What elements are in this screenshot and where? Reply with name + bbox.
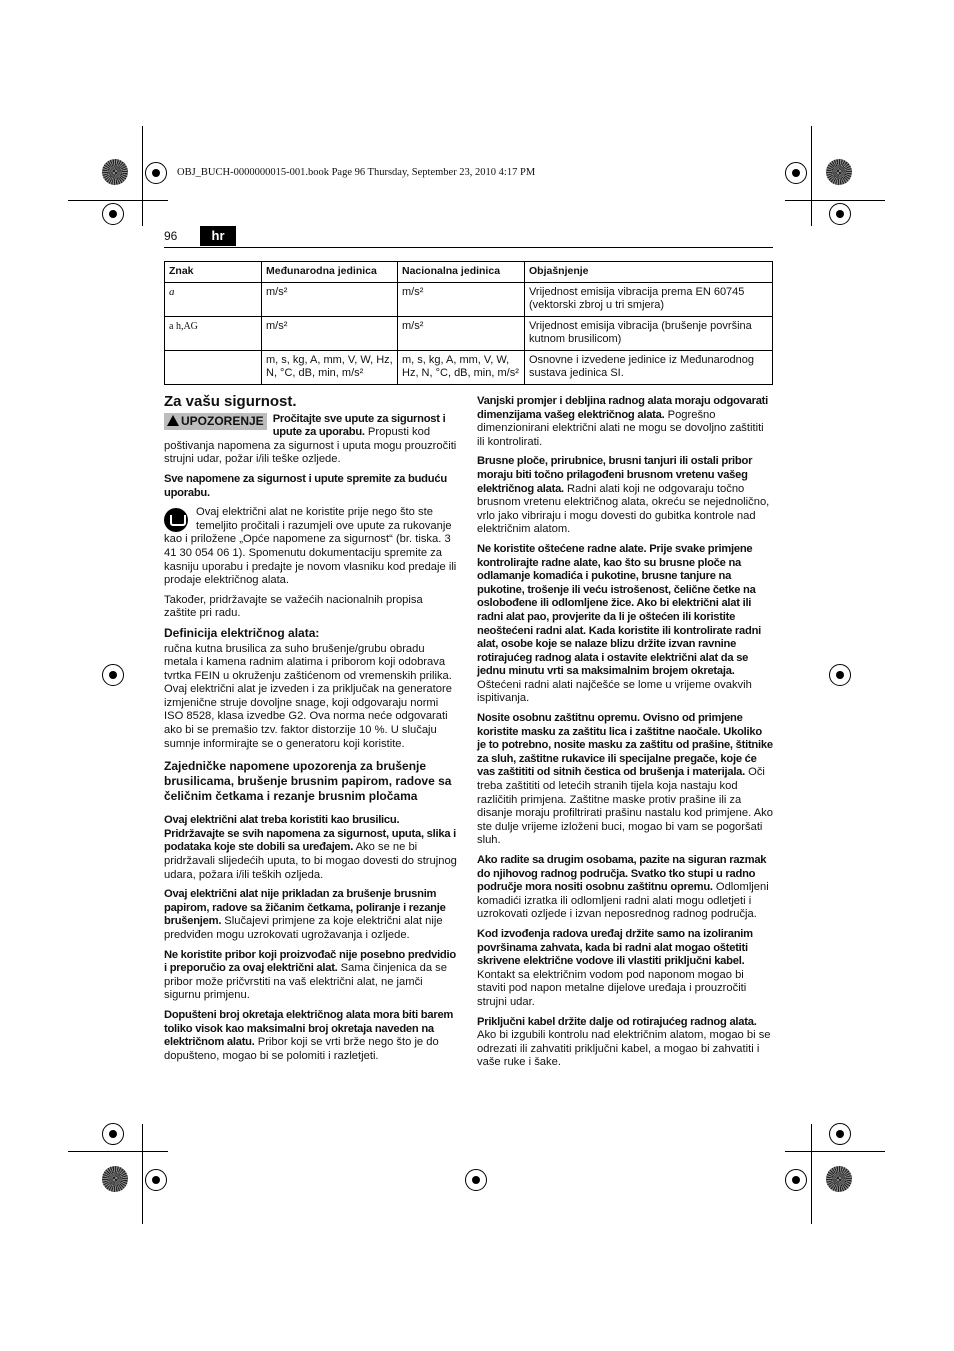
crosshair-target-bot-5: [785, 1169, 807, 1191]
warning-item: [477, 395, 773, 449]
table-row: [165, 282, 773, 316]
crosshair-target-mid-right: [829, 664, 851, 686]
warning-item: [477, 928, 773, 1010]
definition-heading: Definicija električnog alata:: [164, 625, 320, 640]
crop-line-bot-right-v: [811, 1124, 812, 1224]
table-header-row: [165, 262, 773, 283]
registration-rosette-top-left: [102, 159, 128, 185]
left-column: [164, 395, 457, 1069]
crop-line-top-right-h: [785, 200, 885, 201]
cell-explanation: Vrijednost emisija vibracija (brušenje površina kutnom brusilicom): [525, 316, 773, 350]
read-manual-icon: [164, 508, 188, 532]
col-header-international: Međunarodna jedinica: [262, 262, 398, 283]
col-header-explanation: Objašnjenje: [525, 262, 773, 283]
crop-line-bot-left-h: [68, 1151, 168, 1152]
warning-item-text: Radni alati koji ne odgovaraju točno brusnom vretenu električnog alata, okreću se nejednolično, vrlo jako vibriraju i mogu dovesti do gubitka kontrole nad električnim alatom.: [477, 482, 770, 536]
warning-item-text: Odlomljeni komadići izratka ili odlomljeni radni alati mogu odletjeti i uzrokovati ozljede i izvan neposrednog radnog područja.: [477, 881, 769, 921]
registration-rosette-top-right: [826, 159, 852, 185]
warning-item-bold: Kod izvođenja radova uređaj držite samo na izoliranim površinama zahvata, kada bi radni alat mogao oštetiti skrivene električne vodove ili vlastiti priključni kabel.: [477, 927, 753, 968]
warning-item-text: Ako se ne bi pridržavali slijedećih uputa, to bi mogao dovesti do strujnog udara, požara i/ili teških ozljeda.: [164, 841, 457, 881]
warning-item: [477, 1016, 773, 1070]
warning-item-text: Ako bi izgubili kontrolu nad električnim alatom, mogao bi se odrezati ili zahvatiti priključni kabel, a mogao bi zahvatiti i vaše ruke i šake.: [477, 1029, 771, 1069]
definition-para-1: ručna kutna brusilica za suho brušenje/grubu obradu metala i kamena radnim alatima i priborom koji odobrava tvrtka FEIN u okruženju zaštićenom od vremenskih prilika.: [164, 642, 452, 682]
crosshair-target-top-3: [102, 203, 124, 225]
warning-item-text: Slučajevi primjene za koje električni alat nije predviđen mogu uzrokovati ugrožavanja i ozljede.: [164, 915, 443, 941]
warning-item-text: Oči treba zaštititi od letećih stranih tijela koja nastaju kod različitih primjena. Zaštitne maske protiv prašine ili za disanje moraju profiltrirati prašinu nastalu kod primjene. Ako ste dulje vrijeme izloženi buci, mogao bi vam se pogoršati sluh.: [477, 766, 773, 847]
cell-intl: m/s²: [262, 316, 398, 350]
warning-item: [477, 455, 773, 537]
warning-item-bold: Priključni kabel držite dalje od rotirajućeg radnog alata.: [477, 1015, 757, 1028]
warning-item: [164, 1009, 457, 1063]
crosshair-target-top-4: [829, 203, 851, 225]
warning-item-bold: Dopušteni broj okretaja električnog alata mora biti barem toliko visok kao maksimalni broj okretaja naveden na električnom alatu.: [164, 1008, 454, 1049]
warning-item-bold: Nosite osobnu zaštitnu opremu. Ovisno od primjene koristite masku za zaštitu lica i zaštitne naočale. Ukoliko je to potrebno, nosite masku za zaštitu od prašine, štitnike za sluh, zaštitne rukavice ili specijalne pregače, koje će vas zaštititi od sitnih čestica od brušenja i materijala.: [477, 712, 773, 779]
table-row: [165, 350, 773, 384]
warning-item-text: Sama činjenica da se pribor može pričvrstiti na vaš električni alat, ne jamči sigurnu primjenu.: [164, 962, 447, 1002]
warning-paragraph: [164, 413, 457, 467]
warning-item-bold: Ovaj električni alat nije prikladan za brušenje brusnim papirom, radove sa žičanim četkama, poliranje i rezanje brušenjem.: [164, 888, 446, 928]
warning-item: [477, 543, 773, 706]
crosshair-target-mid-left: [102, 664, 124, 686]
warning-label: UPOZORENJE: [181, 413, 264, 428]
cell-national: m, s, kg, A, mm, V, W, Hz, N, °C, dB, min, m/s²: [398, 350, 525, 384]
definition-para-2: Ovaj električni alat je izveden i za priključak na generatore izmjenične struje dovoljne snage, koji odgovaraju normi ISO 8528, klasa izvedbe G2. Ova norma neće odgovarati ako bi se premašio tzv. faktor distorzije 10 %. U slučaju sumnje informirajte se o generatoru koji koristite.: [164, 683, 452, 750]
cell-national: m/s²: [398, 282, 525, 316]
warning-item: [164, 814, 457, 882]
national-regulations: Također, pridržavajte se važećih nacionalnih propisa zaštite pri radu.: [164, 593, 423, 620]
read-manual-text: Ovaj električni alat ne koristite prije nego što ste temeljito pročitali i razumjeli ove upute za rukovanje kao i priložene „Opće napomene za sigurnost“ (br. tiska. 3 41 30 054 06 1). Spomenutu dokumentaciju spremite za kasniju uporabu i predajte je novom vlasniku kod predaje ili prodaje električnog alata.: [164, 506, 457, 587]
warning-item-text: Pogrešno dimenzionirani električni alati ne mogu se dovoljno zaštititi ili kontrolirati.: [477, 408, 764, 448]
warning-item-text: Oštećeni radni alati najčešće se lome u vrijeme ovakvih ispitivanja.: [477, 678, 752, 705]
crosshair-target-top-2: [785, 162, 807, 184]
crop-line-top-left-h: [68, 200, 168, 201]
warning-badge: [164, 413, 267, 431]
warning-item: [164, 888, 457, 942]
keep-instructions: Sve napomene za sigurnost i upute spremite za buduću uporabu.: [164, 472, 447, 499]
common-warnings-heading: Zajedničke napomene upozorenja za brušenje brusilicama, brušenje brusnim papirom, radove sa čeličnim četkama i rezanje brusnim pločama: [164, 759, 452, 804]
warning-item: [164, 949, 457, 1003]
crosshair-target-bot-3: [145, 1169, 167, 1191]
warning-item-bold: Ne koristite pribor koji proizvođač nije posebno predvidio i preporučio za ovaj električni alat.: [164, 948, 456, 975]
cell-symbol: [165, 350, 262, 384]
warning-item: [477, 854, 773, 922]
table-row: [165, 316, 773, 350]
right-column: [477, 395, 773, 1076]
crop-line-top-left-v: [142, 126, 143, 226]
warning-item-bold: Brusne ploče, prirubnice, brusni tanjuri ili ostali pribor moraju biti točno prilagođeni brusnom vretenu vašeg električnog alata.: [477, 455, 753, 495]
warning-item-bold: Ovaj električni alat treba koristiti kao brusilicu. Pridržavajte se svih napomena za sigurnost, uputa, slika i podataka koje ste dobili sa uređajem.: [164, 814, 457, 854]
warning-triangle-icon: [167, 415, 179, 426]
header-rule: [164, 247, 773, 248]
cell-explanation: Vrijednost emisija vibracija prema EN 60745 (vektorski zbroj u tri smjera): [525, 282, 773, 316]
crosshair-target-bot-2: [829, 1123, 851, 1145]
warning-item-text: Kontakt sa električnim vodom pod naponom mogao bi staviti pod napon metalne dijelove uređaja i prouzročiti strujni udar.: [477, 968, 747, 1008]
registration-rosette-bottom-left: [102, 1166, 128, 1192]
print-file-line: OBJ_BUCH-0000000015-001.book Page 96 Thursday, September 23, 2010 4:17 PM: [177, 167, 536, 178]
crop-line-bot-right-h: [785, 1151, 885, 1152]
crosshair-target-bot-4: [465, 1169, 487, 1191]
crosshair-target-top-1: [145, 162, 167, 184]
units-table: [164, 261, 773, 385]
cell-intl: m/s²: [262, 282, 398, 316]
cell-symbol: a: [165, 282, 262, 316]
crosshair-target-bot-1: [102, 1123, 124, 1145]
cell-explanation: Osnovne i izvedene jedinice iz Međunarodnog sustava jedinica SI.: [525, 350, 773, 384]
warning-bold: Pročitajte sve upute za sigurnost i upute za uporabu.: [272, 412, 446, 439]
crop-line-top-right-v: [811, 126, 812, 226]
warning-item-bold: Ne koristite oštećene radne alate. Prije svake primjene kontrolirajte radne alate, kao što su brusne ploče na odlamanje komadića i pukotine, brusne tanjure na pukotine, trošenje ili veću istrošenost, čelične četke na oslobođene ili odlomljene žice. Ako bi električni alat ili radni alat pao, provjerite da li je oštećen ili koristite neoštećeni radni alat. Kada koristite ili kontrolirate radni alat, osobe koje se nalaze blizu držite izvan ravnine rotirajućeg radnog alata i ostavite električni alat da se jednu minutu vrti sa maksimalnim brojem okretaja.: [477, 542, 762, 678]
col-header-symbol: Znak: [165, 262, 262, 283]
page-number: 96: [164, 229, 178, 243]
col-header-national: Nacionalna jedinica: [398, 262, 525, 283]
crop-line-bot-left-v: [142, 1124, 143, 1224]
warning-item-bold: Ako radite sa drugim osobama, pazite na siguran razmak do njihovog radnog područja. Svatko tko stupi u radno područje mora nositi osobnu zaštitnu opremu.: [477, 854, 767, 894]
warning-text: Propusti kod poštivanja napomena za sigurnost i uputa mogu prouzročiti strujni udar, požar i/ili teške ozljede.: [164, 426, 457, 466]
cell-symbol: a h,AG: [165, 316, 262, 350]
read-manual-paragraph: [164, 506, 457, 588]
warning-item-bold: Vanjski promjer i debljina radnog alata moraju odgovarati dimenzijama vašeg električnog alata.: [477, 395, 768, 421]
cell-national: m/s²: [398, 316, 525, 350]
section-title: Za vašu sigurnost.: [164, 393, 297, 410]
registration-rosette-bottom-right: [826, 1166, 852, 1192]
warning-item-text: Pribor koji se vrti brže nego što je do dopušteno, mogao bi se polomiti i razletjeti.: [164, 1036, 439, 1062]
language-tag: hr: [200, 226, 236, 246]
cell-intl: m, s, kg, A, mm, V, W, Hz, N, °C, dB, min, m/s²: [262, 350, 398, 384]
warning-item: [477, 712, 773, 848]
